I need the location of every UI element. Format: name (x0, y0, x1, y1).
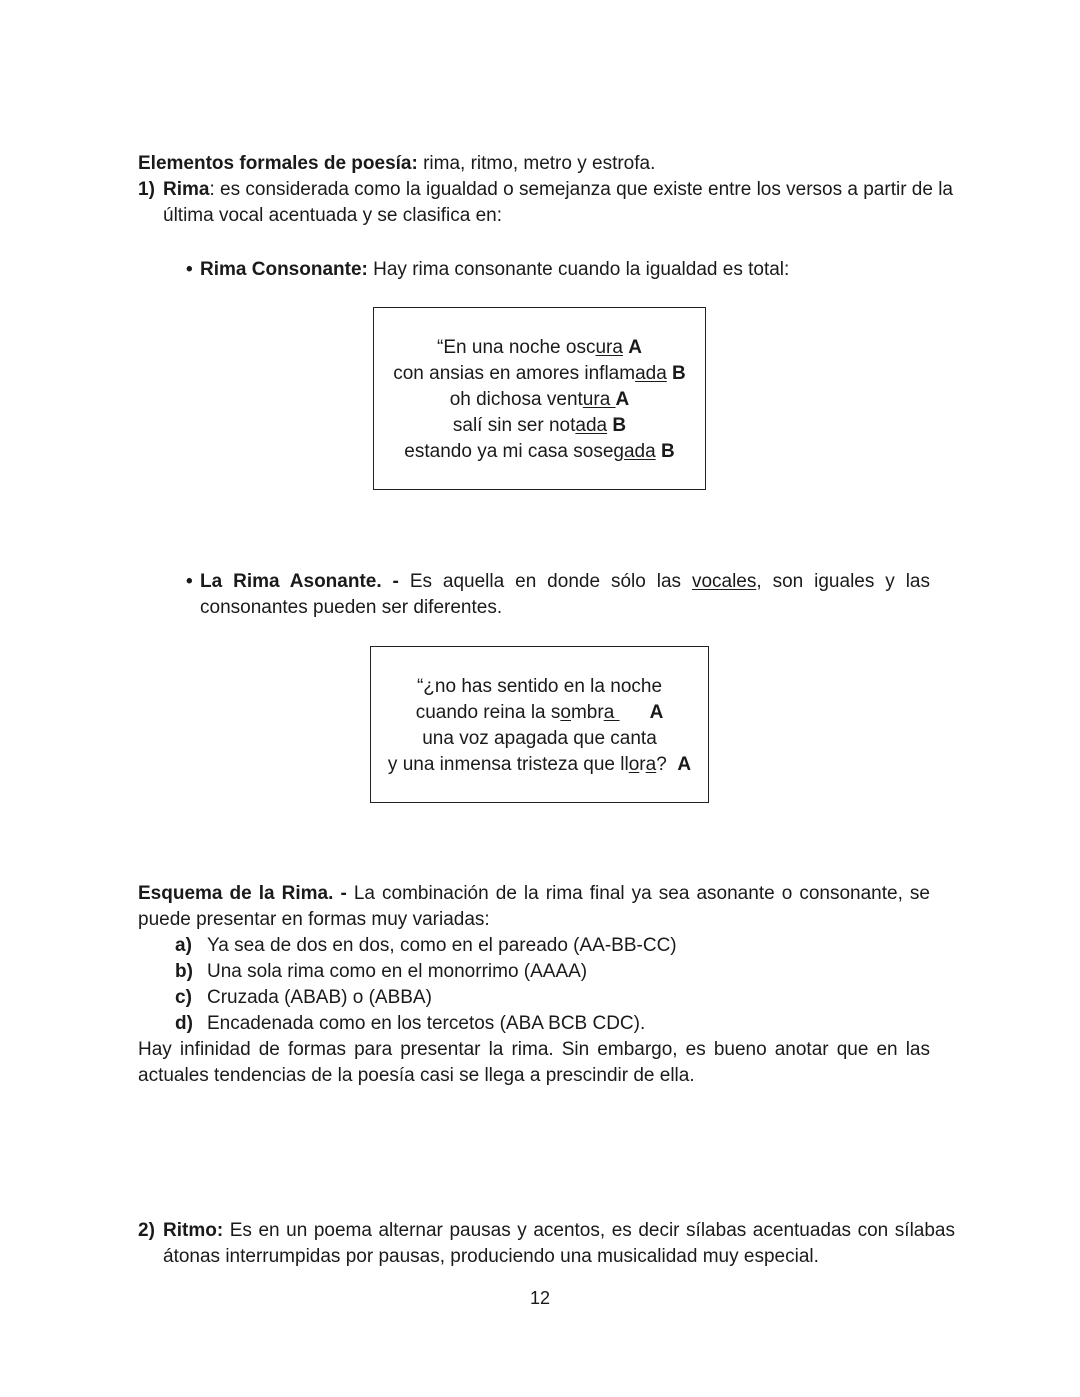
poem-line: salí sin ser notada B (452, 415, 627, 436)
section-heading (138, 151, 930, 177)
list-item: a) Ya sea de dos en dos, como en el pareado (AA-BB-CC) (175, 935, 677, 956)
poem-line: “¿no has sentido en la noche (416, 676, 663, 697)
item-ritmo-text: Es en un poema alternar pausas y acentos, es decir sílabas acentuadas con sílabas átonas interrumpidas por pausas, produciendo una musicalidad muy especial. (163, 1220, 955, 1267)
esquema-paragraph (138, 881, 930, 933)
item-number: 1) (138, 179, 155, 200)
consonante-text: Hay rima consonante cuando la igualdad es total: (367, 259, 790, 280)
poem-line: una voz apagada que canta (422, 728, 657, 749)
poem-box-asonante (370, 646, 709, 803)
esquema-bold: Esquema de la Rima. - (138, 883, 347, 904)
bullet-rima-asonante: • La Rima Asonante. - Es aquella en donde sólo las vocales, son iguales y las consonantes pueden ser diferentes. (186, 571, 930, 618)
bullet-icon: • (186, 571, 193, 592)
list-item: b) Una sola rima como en el monorrimo (AAAA) (175, 961, 588, 982)
bullet-rima-consonante (186, 257, 930, 283)
esquema-text: La combinación de la rima final ya sea asonante o consonante, se puede presentar en formas muy variadas: (138, 883, 930, 930)
heading-bold: Elementos formales de poesía: (138, 153, 418, 174)
item-rima (138, 177, 955, 229)
poem-line: y una inmensa tristeza que llora? A (387, 754, 692, 775)
consonante-bold: Rima Consonante: (200, 259, 368, 280)
page-number: 12 (529, 1288, 551, 1308)
bullet-icon: • (186, 259, 193, 280)
item-number: 2) (138, 1220, 155, 1241)
poem-box-consonante (373, 307, 706, 490)
esquema-list (138, 933, 930, 1037)
item-ritmo (138, 1218, 955, 1270)
poem-line: cuando reina la sombra A (415, 702, 664, 723)
poem-line: estando ya mi casa sosegada B (404, 441, 675, 462)
asonante-bold: La Rima Asonante. - (200, 571, 399, 592)
poem-line: “En una noche oscura A (437, 337, 642, 358)
poem-line: oh dichosa ventura A (449, 389, 630, 410)
poem-line: con ansias en amores inflamada B (393, 363, 686, 384)
item-rima-bold: Rima (163, 179, 210, 200)
esquema-closing: Hay infinidad de formas para presentar la rima. Sin embargo, es bueno anotar que en las actuales tendencias de la poesía casi se llega a prescindir de ella. (138, 1039, 930, 1086)
heading-rest: rima, ritmo, metro y estrofa. (417, 153, 656, 174)
list-item: c) Cruzada (ABAB) o (ABBA) (175, 987, 432, 1008)
list-item: d) Encadenada como en los tercetos (ABA BCB CDC). (175, 1013, 646, 1034)
item-rima-text: : es considerada como la igualdad o semejanza que existe entre los versos a partir de la última vocal acentuada y se clasifica en: (163, 179, 954, 226)
underlined-word: vocales (691, 571, 757, 592)
item-ritmo-bold: Ritmo: (163, 1220, 224, 1241)
